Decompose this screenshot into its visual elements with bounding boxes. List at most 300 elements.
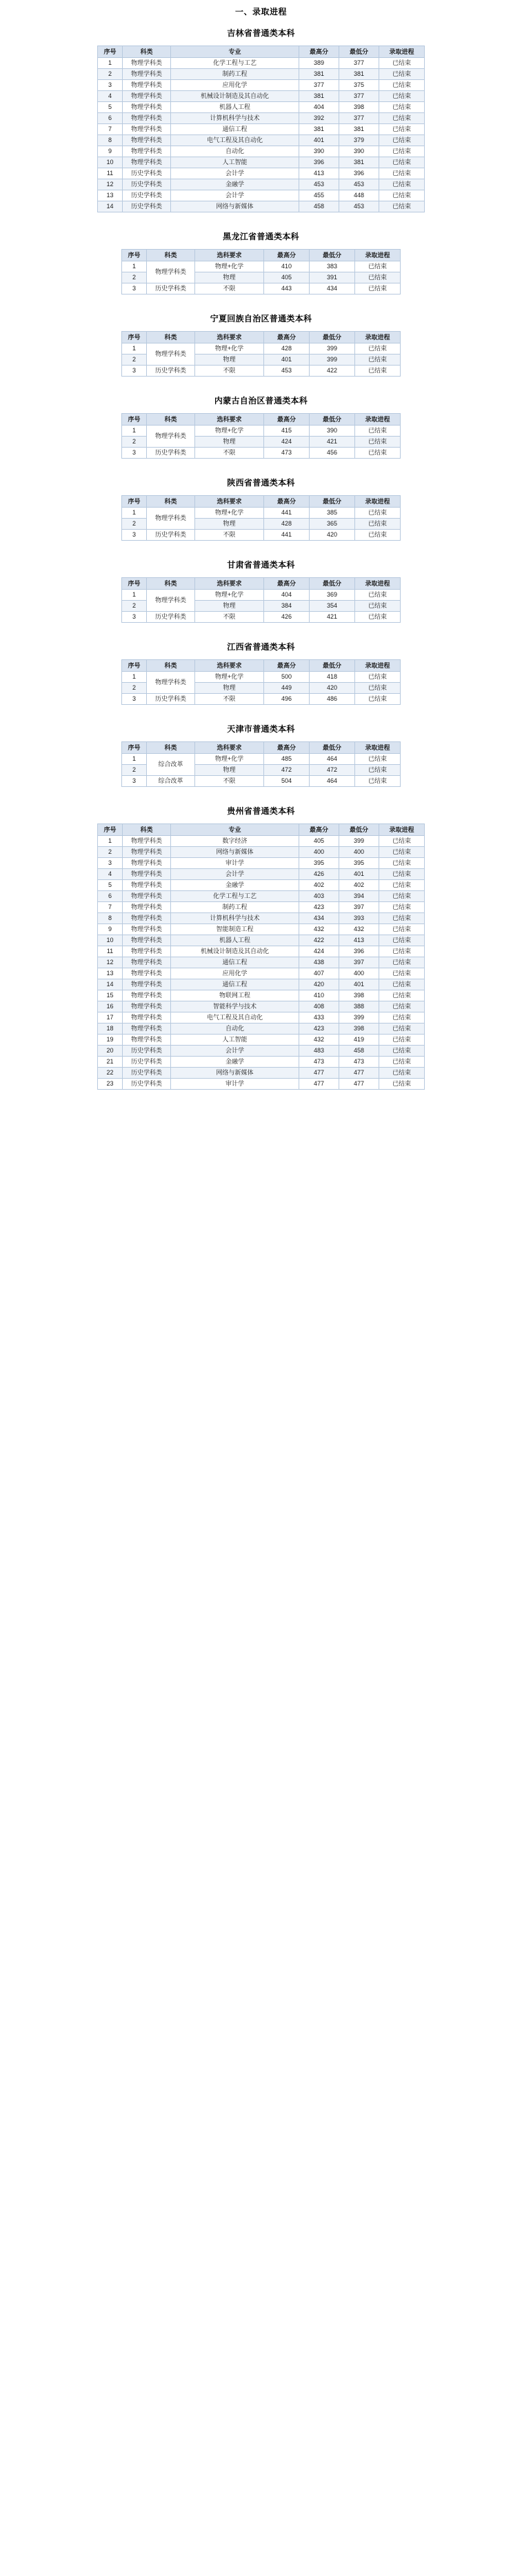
cell-max-score: 473	[264, 448, 310, 459]
cell-min-score: 377	[339, 91, 379, 102]
cell-min-score: 400	[339, 847, 379, 858]
cell-min-score: 477	[339, 1068, 379, 1079]
cell-max-score: 381	[299, 91, 339, 102]
cell-min-score: 448	[339, 190, 379, 201]
column-header: 序号	[122, 250, 147, 261]
column-header: 序号	[122, 496, 147, 508]
column-header: 录取进程	[355, 742, 401, 754]
cell-index: 17	[98, 1012, 123, 1024]
section-title: 宁夏回族自治区普通类本科	[210, 314, 312, 323]
cell-min-score: 398	[339, 1024, 379, 1035]
province-section	[0, 559, 522, 623]
cell-major: 会计学	[171, 190, 299, 201]
cell-major: 会计学	[171, 1046, 299, 1057]
cell-min-score: 456	[310, 448, 355, 459]
cell-index: 8	[98, 135, 123, 146]
cell-status: 已结束	[379, 858, 425, 869]
cell-category: 物理学科类	[147, 261, 195, 283]
cell-subject-requirement: 不限	[195, 366, 264, 377]
cell-status: 已结束	[379, 168, 425, 179]
cell-category: 物理学科类	[123, 1012, 171, 1024]
cell-major: 人工智能	[171, 157, 299, 168]
cell-category: 物理学科类	[123, 146, 171, 157]
cell-category: 物理学科类	[123, 990, 171, 1001]
cell-category: 历史学科类	[147, 694, 195, 705]
cell-min-score: 401	[339, 979, 379, 990]
cell-min-score: 399	[310, 355, 355, 366]
cell-status: 已结束	[355, 283, 401, 294]
table-row	[122, 694, 401, 705]
column-header: 录取进程	[379, 46, 425, 58]
table-row	[98, 858, 425, 869]
table-row	[98, 179, 425, 190]
table-row	[98, 135, 425, 146]
cell-max-score: 441	[264, 530, 310, 541]
cell-index: 22	[98, 1068, 123, 1079]
province-section	[0, 312, 522, 377]
cell-status: 已结束	[379, 1012, 425, 1024]
cell-max-score: 403	[299, 891, 339, 902]
cell-min-score: 377	[339, 58, 379, 69]
cell-index: 4	[98, 869, 123, 880]
cell-category: 物理学科类	[123, 135, 171, 146]
column-header: 最低分	[310, 578, 355, 590]
table-row	[122, 508, 401, 519]
cell-status: 已结束	[379, 1001, 425, 1012]
cell-index: 2	[122, 437, 147, 448]
cell-category: 历史学科类	[123, 1079, 171, 1090]
cell-category: 物理学科类	[123, 124, 171, 135]
cell-major: 制药工程	[171, 902, 299, 913]
cell-status: 已结束	[379, 935, 425, 946]
cell-index: 18	[98, 1024, 123, 1035]
column-header: 最低分	[339, 46, 379, 58]
table-row	[98, 913, 425, 924]
cell-index: 2	[122, 519, 147, 530]
cell-min-score: 383	[310, 261, 355, 272]
table-row	[122, 776, 401, 787]
column-header: 最低分	[310, 742, 355, 754]
cell-major: 机器人工程	[171, 102, 299, 113]
column-header: 最高分	[264, 742, 310, 754]
section-title: 天津市普通类本科	[227, 724, 295, 734]
table-row	[98, 902, 425, 913]
cell-status: 已结束	[355, 765, 401, 776]
table-row	[98, 869, 425, 880]
cell-max-score: 410	[299, 990, 339, 1001]
cell-major: 自动化	[171, 146, 299, 157]
cell-max-score: 396	[299, 157, 339, 168]
cell-min-score: 421	[310, 612, 355, 623]
cell-max-score: 420	[299, 979, 339, 990]
column-header: 录取进程	[355, 496, 401, 508]
cell-status: 已结束	[379, 1068, 425, 1079]
cell-index: 1	[122, 343, 147, 355]
cell-index: 12	[98, 179, 123, 190]
cell-major: 计算机科学与技术	[171, 913, 299, 924]
cell-subject-requirement: 物理+化学	[195, 590, 264, 601]
column-header: 选科要求	[195, 660, 264, 672]
cell-subject-requirement: 物理	[195, 437, 264, 448]
cell-major: 电气工程及其自动化	[171, 1012, 299, 1024]
cell-min-score: 453	[339, 179, 379, 190]
cell-max-score: 455	[299, 190, 339, 201]
cell-index: 15	[98, 990, 123, 1001]
cell-max-score: 407	[299, 968, 339, 979]
cell-status: 已结束	[379, 869, 425, 880]
cell-max-score: 443	[264, 283, 310, 294]
column-header: 专业	[171, 46, 299, 58]
cell-max-score: 381	[299, 124, 339, 135]
cell-subject-requirement: 不限	[195, 530, 264, 541]
province-section	[0, 641, 522, 705]
table-row	[98, 836, 425, 847]
cell-major: 自动化	[171, 1024, 299, 1035]
cell-min-score: 486	[310, 694, 355, 705]
cell-min-score: 393	[339, 913, 379, 924]
cell-max-score: 400	[299, 847, 339, 858]
cell-status: 已结束	[379, 968, 425, 979]
column-header: 选科要求	[195, 742, 264, 754]
table-row	[98, 1024, 425, 1035]
cell-major: 审计学	[171, 1079, 299, 1090]
cell-category: 历史学科类	[123, 1046, 171, 1057]
cell-category: 综合改革	[147, 776, 195, 787]
cell-max-score: 384	[264, 601, 310, 612]
cell-major: 审计学	[171, 858, 299, 869]
cell-index: 1	[98, 58, 123, 69]
results-table	[121, 413, 401, 459]
cell-index: 12	[98, 957, 123, 968]
cell-index: 5	[98, 102, 123, 113]
cell-max-score: 458	[299, 201, 339, 212]
cell-status: 已结束	[379, 1057, 425, 1068]
cell-category: 物理学科类	[123, 979, 171, 990]
cell-status: 已结束	[355, 601, 401, 612]
cell-status: 已结束	[355, 612, 401, 623]
column-header: 最低分	[310, 660, 355, 672]
cell-major: 通信工程	[171, 957, 299, 968]
section-title: 甘肃省普通类本科	[227, 560, 295, 570]
cell-min-score: 381	[339, 124, 379, 135]
cell-max-score: 381	[299, 69, 339, 80]
cell-category: 物理学科类	[123, 946, 171, 957]
table-row	[122, 448, 401, 459]
cell-category: 历史学科类	[123, 190, 171, 201]
cell-category: 历史学科类	[147, 448, 195, 459]
cell-category: 历史学科类	[123, 179, 171, 190]
cell-status: 已结束	[379, 946, 425, 957]
cell-status: 已结束	[379, 1046, 425, 1057]
table-header-row	[122, 332, 401, 343]
table-header-row	[122, 250, 401, 261]
cell-major: 金融学	[171, 880, 299, 891]
cell-status: 已结束	[379, 190, 425, 201]
province-section	[0, 723, 522, 787]
column-header: 科类	[147, 578, 195, 590]
cell-min-score: 381	[339, 157, 379, 168]
results-table	[121, 249, 401, 294]
cell-index: 2	[98, 69, 123, 80]
cell-major: 物联网工程	[171, 990, 299, 1001]
cell-min-score: 401	[339, 869, 379, 880]
cell-category: 物理学科类	[123, 880, 171, 891]
column-header: 序号	[122, 332, 147, 343]
cell-min-score: 399	[310, 343, 355, 355]
cell-min-score: 369	[310, 590, 355, 601]
cell-category: 物理学科类	[123, 847, 171, 858]
cell-min-score: 464	[310, 776, 355, 787]
cell-category: 历史学科类	[123, 1057, 171, 1068]
cell-min-score: 397	[339, 957, 379, 968]
province-section	[0, 395, 522, 459]
cell-category: 物理学科类	[123, 1035, 171, 1046]
cell-index: 14	[98, 979, 123, 990]
cell-min-score: 432	[339, 924, 379, 935]
table-row	[98, 124, 425, 135]
table-row	[122, 283, 401, 294]
table-row	[98, 1035, 425, 1046]
cell-min-score: 458	[339, 1046, 379, 1057]
cell-min-score: 396	[339, 946, 379, 957]
cell-min-score: 420	[310, 530, 355, 541]
cell-status: 已结束	[355, 272, 401, 283]
province-section	[0, 230, 522, 294]
cell-category: 历史学科类	[147, 530, 195, 541]
cell-max-score: 426	[299, 869, 339, 880]
results-table	[121, 495, 401, 541]
column-header: 选科要求	[195, 496, 264, 508]
table-row	[98, 201, 425, 212]
cell-status: 已结束	[379, 902, 425, 913]
cell-major: 机械设计制造及其自动化	[171, 946, 299, 957]
cell-category: 物理学科类	[147, 343, 195, 366]
cell-index: 11	[98, 946, 123, 957]
column-header: 选科要求	[195, 414, 264, 426]
column-header: 序号	[122, 578, 147, 590]
cell-status: 已结束	[355, 508, 401, 519]
cell-subject-requirement: 不限	[195, 776, 264, 787]
cell-index: 5	[98, 880, 123, 891]
cell-status: 已结束	[379, 1024, 425, 1035]
column-header: 最高分	[264, 496, 310, 508]
cell-max-score: 441	[264, 508, 310, 519]
cell-min-score: 390	[310, 426, 355, 437]
cell-min-score: 420	[310, 683, 355, 694]
results-table	[97, 46, 425, 212]
cell-major: 通信工程	[171, 124, 299, 135]
cell-max-score: 424	[299, 946, 339, 957]
table-row	[122, 612, 401, 623]
cell-min-score: 418	[310, 672, 355, 683]
cell-major: 智能科学与技术	[171, 1001, 299, 1012]
cell-status: 已结束	[379, 990, 425, 1001]
table-row	[98, 924, 425, 935]
cell-max-score: 377	[299, 80, 339, 91]
column-header: 科类	[147, 660, 195, 672]
cell-min-score: 453	[339, 201, 379, 212]
table-row	[98, 1079, 425, 1090]
cell-min-score: 402	[339, 880, 379, 891]
cell-category: 综合改革	[147, 754, 195, 776]
section-title: 陕西省普通类本科	[227, 478, 295, 488]
results-table	[121, 741, 401, 787]
cell-max-score: 496	[264, 694, 310, 705]
cell-min-score: 398	[339, 990, 379, 1001]
cell-max-score: 405	[264, 272, 310, 283]
table-row	[98, 80, 425, 91]
cell-index: 3	[122, 612, 147, 623]
column-header: 最低分	[310, 414, 355, 426]
column-header: 录取进程	[355, 414, 401, 426]
cell-max-score: 485	[264, 754, 310, 765]
cell-index: 7	[98, 902, 123, 913]
cell-status: 已结束	[355, 590, 401, 601]
column-header: 科类	[123, 824, 171, 836]
cell-index: 4	[98, 91, 123, 102]
cell-subject-requirement: 不限	[195, 694, 264, 705]
cell-index: 1	[98, 836, 123, 847]
column-header: 最低分	[339, 824, 379, 836]
results-table	[97, 823, 425, 1090]
cell-subject-requirement: 物理	[195, 272, 264, 283]
cell-max-score: 423	[299, 902, 339, 913]
column-header: 科类	[147, 414, 195, 426]
cell-status: 已结束	[379, 69, 425, 80]
cell-index: 13	[98, 190, 123, 201]
column-header: 科类	[147, 250, 195, 261]
table-row	[98, 168, 425, 179]
cell-subject-requirement: 不限	[195, 612, 264, 623]
cell-category: 物理学科类	[123, 91, 171, 102]
column-header: 录取进程	[355, 578, 401, 590]
cell-status: 已结束	[379, 179, 425, 190]
cell-index: 13	[98, 968, 123, 979]
table-row	[98, 1046, 425, 1057]
column-header: 序号	[122, 742, 147, 754]
cell-min-score: 390	[339, 146, 379, 157]
cell-category: 物理学科类	[147, 508, 195, 530]
cell-max-score: 504	[264, 776, 310, 787]
table-row	[98, 847, 425, 858]
section-title: 贵州省普通类本科	[227, 806, 295, 816]
cell-status: 已结束	[355, 426, 401, 437]
table-row	[98, 968, 425, 979]
table-row	[98, 91, 425, 102]
table-row	[122, 261, 401, 272]
cell-max-score: 483	[299, 1046, 339, 1057]
cell-max-score: 410	[264, 261, 310, 272]
cell-index: 1	[122, 672, 147, 683]
cell-min-score: 379	[339, 135, 379, 146]
section-title: 江西省普通类本科	[227, 642, 295, 652]
table-row	[98, 1057, 425, 1068]
cell-category: 物理学科类	[123, 869, 171, 880]
table-row	[98, 1001, 425, 1012]
cell-index: 3	[122, 694, 147, 705]
cell-status: 已结束	[379, 1079, 425, 1090]
cell-min-score: 421	[310, 437, 355, 448]
cell-max-score: 477	[299, 1068, 339, 1079]
table-row	[122, 343, 401, 355]
cell-min-score: 365	[310, 519, 355, 530]
cell-min-score: 395	[339, 858, 379, 869]
column-header: 序号	[98, 824, 123, 836]
cell-subject-requirement: 物理+化学	[195, 426, 264, 437]
cell-index: 23	[98, 1079, 123, 1090]
cell-subject-requirement: 不限	[195, 283, 264, 294]
table-header-row	[122, 414, 401, 426]
cell-category: 物理学科类	[123, 58, 171, 69]
province-section	[0, 27, 522, 212]
cell-min-score: 398	[339, 102, 379, 113]
cell-category: 历史学科类	[123, 201, 171, 212]
cell-index: 2	[122, 272, 147, 283]
cell-index: 1	[122, 754, 147, 765]
cell-max-score: 402	[299, 880, 339, 891]
cell-status: 已结束	[355, 437, 401, 448]
cell-category: 物理学科类	[123, 80, 171, 91]
cell-subject-requirement: 物理	[195, 519, 264, 530]
cell-status: 已结束	[379, 113, 425, 124]
cell-status: 已结束	[355, 366, 401, 377]
cell-min-score: 473	[339, 1057, 379, 1068]
cell-status: 已结束	[355, 448, 401, 459]
cell-max-score: 434	[299, 913, 339, 924]
table-row	[98, 102, 425, 113]
cell-index: 10	[98, 157, 123, 168]
cell-index: 14	[98, 201, 123, 212]
cell-subject-requirement: 物理	[195, 355, 264, 366]
cell-min-score: 385	[310, 508, 355, 519]
table-row	[98, 946, 425, 957]
cell-index: 11	[98, 168, 123, 179]
province-section	[0, 477, 522, 541]
cell-status: 已结束	[379, 1035, 425, 1046]
cell-major: 人工智能	[171, 1035, 299, 1046]
cell-subject-requirement: 物理+化学	[195, 508, 264, 519]
cell-status: 已结束	[379, 135, 425, 146]
table-row	[98, 1012, 425, 1024]
cell-index: 8	[98, 913, 123, 924]
column-header: 最低分	[310, 496, 355, 508]
cell-category: 物理学科类	[123, 69, 171, 80]
column-header: 录取进程	[379, 824, 425, 836]
cell-min-score: 419	[339, 1035, 379, 1046]
cell-category: 物理学科类	[123, 935, 171, 946]
cell-max-score: 405	[299, 836, 339, 847]
cell-category: 物理学科类	[123, 913, 171, 924]
cell-index: 3	[98, 858, 123, 869]
cell-subject-requirement: 物理+化学	[195, 261, 264, 272]
table-row	[98, 58, 425, 69]
cell-status: 已结束	[379, 924, 425, 935]
cell-major: 通信工程	[171, 979, 299, 990]
column-header: 录取进程	[355, 332, 401, 343]
cell-status: 已结束	[355, 261, 401, 272]
table-row	[98, 190, 425, 201]
column-header: 序号	[98, 46, 123, 58]
cell-max-score: 449	[264, 683, 310, 694]
column-header: 最高分	[264, 332, 310, 343]
results-table	[121, 577, 401, 623]
cell-max-score: 428	[264, 519, 310, 530]
document-page	[0, 0, 522, 1090]
cell-subject-requirement: 物理+化学	[195, 672, 264, 683]
cell-status: 已结束	[379, 979, 425, 990]
cell-category: 物理学科类	[123, 1001, 171, 1012]
cell-status: 已结束	[379, 157, 425, 168]
